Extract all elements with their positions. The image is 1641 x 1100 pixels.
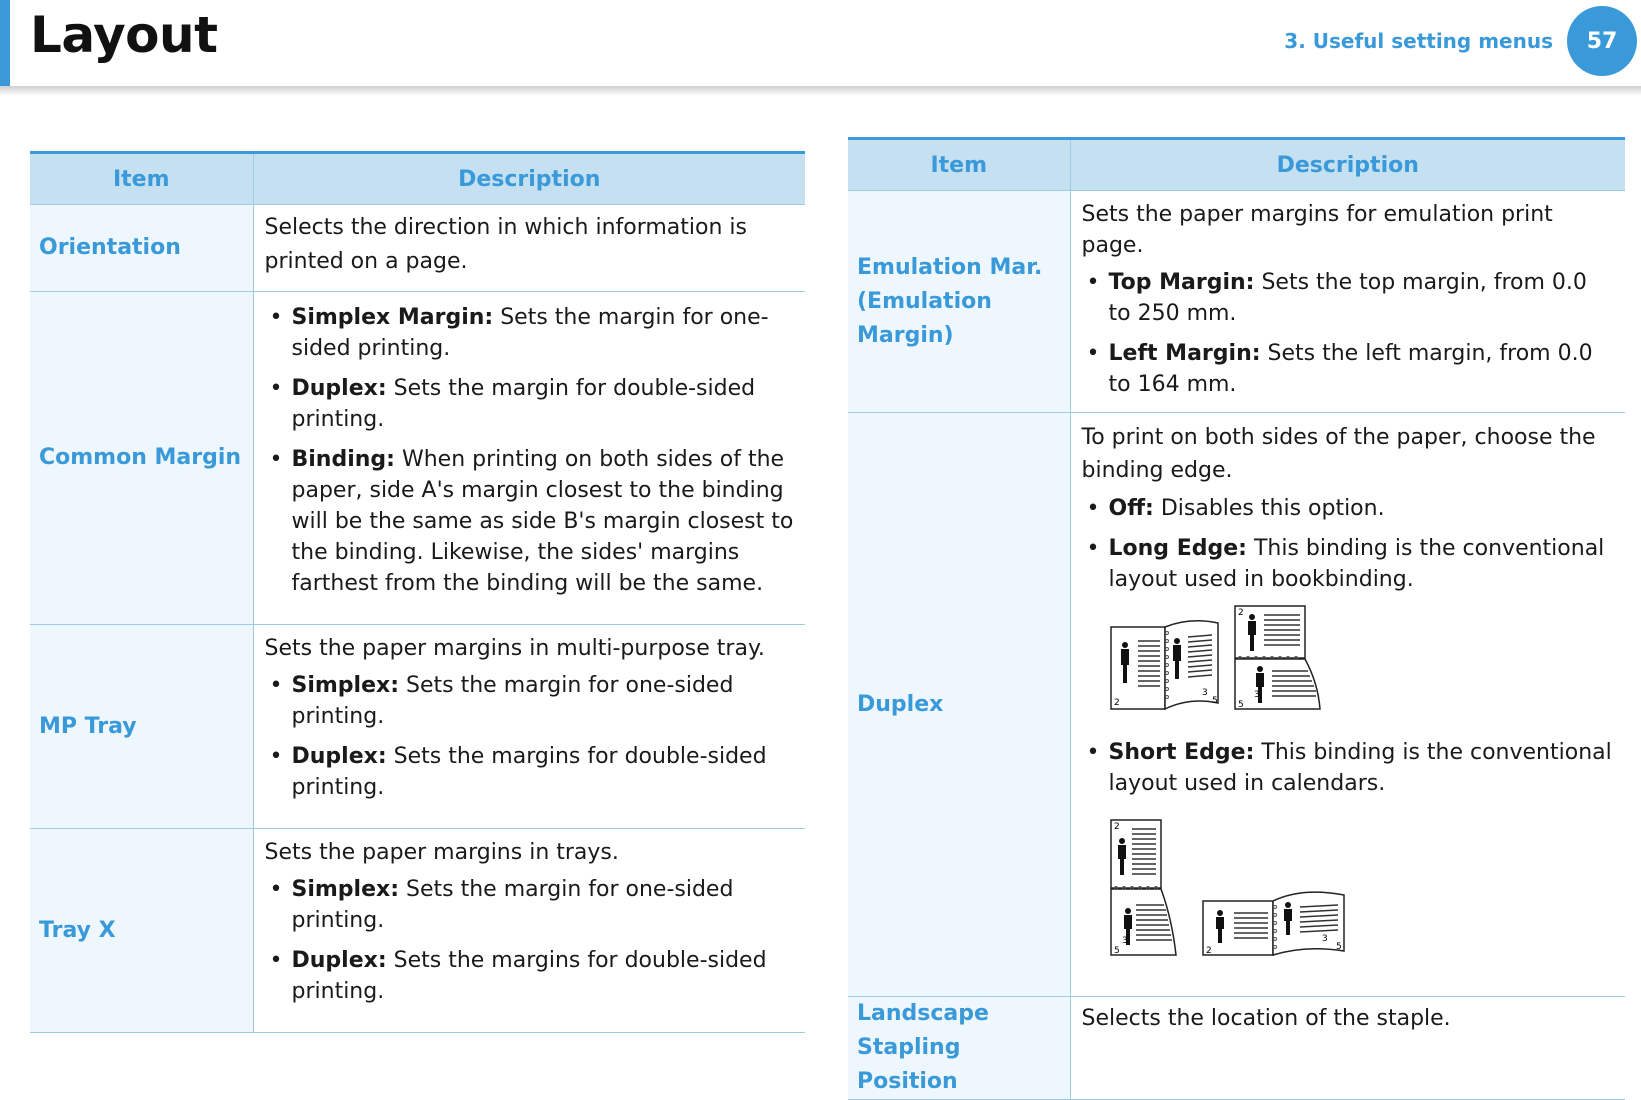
flip-book-icon [1234, 605, 1324, 713]
bullet-list [265, 302, 796, 599]
page-number-label: 2 [1237, 608, 1244, 618]
list-item [265, 874, 796, 936]
bullet-text: Sets the top margin, from 0.0 to 250 mm. [1108, 270, 1587, 326]
description-mp-tray [253, 625, 805, 829]
page-number-label: 3 [1321, 934, 1328, 944]
bullet-list [265, 874, 796, 1007]
table-row-emulation-margin [848, 191, 1625, 413]
bullet-list [1082, 493, 1616, 595]
page-number-badge: 57 [1567, 6, 1637, 76]
list-item [1082, 267, 1616, 329]
description-text: Selects the direction in which information is printed on a page. [264, 215, 747, 274]
page-number-label: 2 [1205, 946, 1212, 956]
description-text: Sets the paper margins for emulation print page. [1081, 202, 1553, 258]
description-emulation-margin [1070, 191, 1625, 413]
list-item [265, 373, 796, 435]
column-header-item: Item [848, 139, 1070, 191]
description-duplex [1070, 413, 1625, 997]
flip-calendar-icon [1110, 819, 1180, 959]
table-row-landscape-stapling [848, 997, 1625, 1100]
page-number-label: 5 [1113, 946, 1120, 956]
bullet-text: Sets the margin for one-sided printing. [291, 673, 734, 729]
list-item [1082, 737, 1616, 799]
bullet-term: Short Edge: [1108, 740, 1255, 765]
page-number-label: 5 [1237, 700, 1244, 710]
description-text: Sets the paper margins in multi-purpose tray. [264, 636, 765, 661]
list-item [265, 444, 796, 599]
bullet-term: Duplex: [291, 744, 387, 769]
item-mp-tray: MP Tray [30, 625, 253, 829]
table-header-row [848, 139, 1625, 191]
list-item [265, 945, 796, 1007]
page-number-label: 3 [1201, 688, 1208, 698]
column-header-description: Description [253, 153, 805, 205]
page-number-label: 2 [1113, 698, 1120, 708]
table-row-duplex [848, 413, 1625, 997]
list-item [1082, 533, 1616, 595]
bullet-text: Sets the left margin, from 0.0 to 164 mm. [1108, 341, 1593, 397]
description-text: Sets the paper margins in trays. [264, 840, 619, 865]
left-settings-table [30, 151, 805, 1033]
list-item [265, 670, 796, 732]
bullet-term: Simplex: [291, 673, 400, 698]
list-item [1082, 338, 1616, 400]
column-header-description: Description [1070, 139, 1625, 191]
bullet-list [265, 670, 796, 803]
bullet-text: Disables this option. [1153, 496, 1385, 521]
item-orientation: Orientation [30, 205, 253, 292]
item-duplex: Duplex [848, 413, 1070, 997]
header-divider [0, 86, 1641, 96]
item-tray-x: Tray X [30, 829, 253, 1033]
bullet-term: Duplex: [291, 948, 387, 973]
page-number-label: 5 [1335, 942, 1342, 952]
bullet-text: Sets the margins for double-sided printing. [291, 948, 767, 1004]
item-common-margin: Common Margin [30, 292, 253, 625]
header-accent-bar [0, 0, 10, 86]
short-edge-illustration [1082, 809, 1616, 959]
page-number-label: 5 [1211, 696, 1218, 706]
bullet-text: Sets the margin for double-sided printing. [291, 376, 756, 432]
description-common-margin [253, 292, 805, 625]
table-header-row [30, 153, 805, 205]
bullet-term: Binding: [291, 447, 395, 472]
bullet-term: Off: [1108, 496, 1154, 521]
column-header-item: Item [30, 153, 253, 205]
table-row-common-margin [30, 292, 805, 625]
table-row-orientation [30, 205, 805, 292]
bullet-list [1082, 737, 1616, 799]
right-settings-table [848, 137, 1625, 1100]
bullet-text: This binding is the conventional layout used in bookbinding. [1108, 536, 1605, 592]
description-text: To print on both sides of the paper, choose the binding edge. [1081, 425, 1596, 483]
bullet-term: Simplex Margin: [291, 305, 494, 330]
chapter-link[interactable]: 3. Useful setting menus [1284, 29, 1553, 53]
item-emulation-margin: Emulation Mar. (Emulation Margin) [848, 191, 1070, 413]
bullet-term: Long Edge: [1108, 536, 1247, 561]
description-landscape-stapling [1070, 997, 1625, 1100]
page-number-label: 3 [1121, 936, 1128, 946]
list-item [265, 302, 796, 364]
bullet-text: Sets the margins for double-sided printing. [291, 744, 767, 800]
item-landscape-stapling-position: Landscape Stapling Position [848, 997, 1070, 1100]
bullet-term: Duplex: [291, 376, 387, 401]
description-tray-x [253, 829, 805, 1033]
bullet-text: This binding is the conventional layout used in calendars. [1108, 740, 1612, 796]
bullet-text: Sets the margin for one-sided printing. [291, 305, 769, 361]
bullet-term: Top Margin: [1108, 270, 1255, 295]
page-title: Layout [30, 6, 218, 64]
page-number-label: 3 [1253, 690, 1260, 700]
list-item [265, 741, 796, 803]
bullet-term: Left Margin: [1108, 341, 1261, 366]
table-row-tray-x [30, 829, 805, 1033]
table-row-mp-tray [30, 625, 805, 829]
page-number-label: 2 [1113, 822, 1120, 832]
bullet-text: When printing on both sides of the paper, side A's margin closest to the binding will be the same as side B's margin closest to the binding. Likewise, the sides' margins farthest from the binding will be the same. [291, 447, 794, 596]
open-book-icon [1110, 619, 1222, 711]
bullet-text: Sets the margin for one-sided printing. [291, 877, 734, 933]
bullet-list [1082, 267, 1616, 400]
list-item [1082, 493, 1616, 524]
long-edge-illustration [1082, 605, 1616, 725]
bullet-term: Simplex: [291, 877, 400, 902]
description-orientation [253, 205, 805, 292]
open-calendar-icon [1202, 889, 1347, 957]
description-text: Selects the location of the staple. [1081, 1006, 1451, 1031]
